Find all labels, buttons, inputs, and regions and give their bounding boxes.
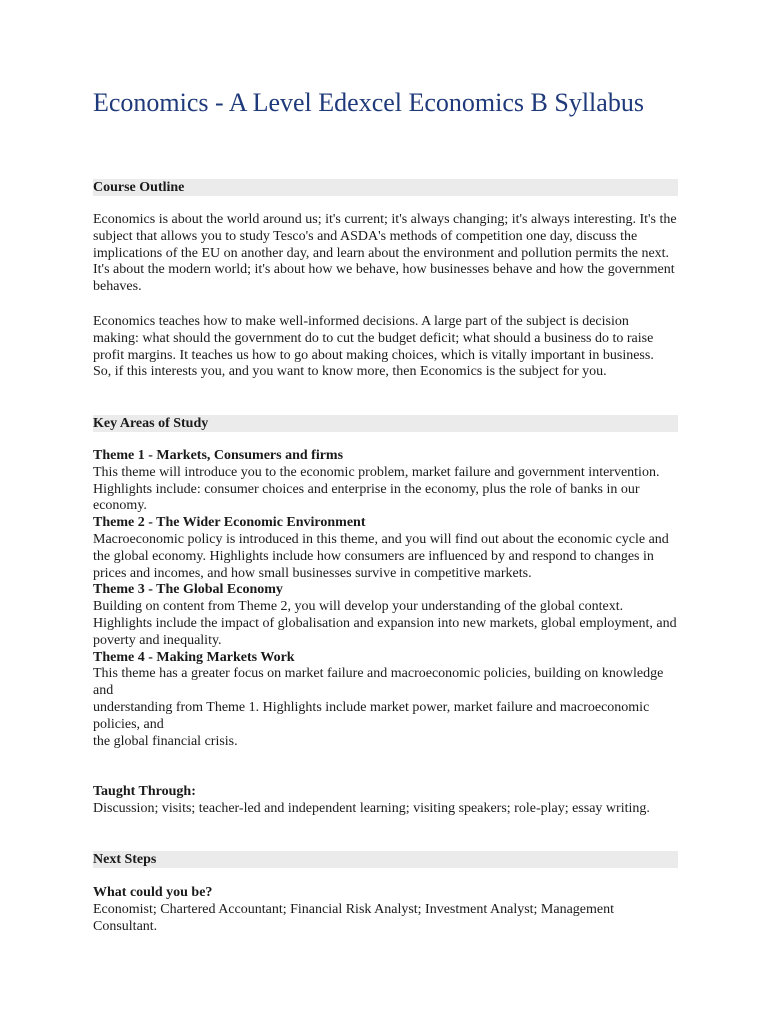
- theme-1-body: This theme will introduce you to the economic problem, market failure and government intervention. Highlights include: consumer choices and enterprise in the economy, plus the role of banks in our economy.: [93, 464, 660, 514]
- next-steps-answer: Economist; Chartered Accountant; Financial Risk Analyst; Investment Analyst; Management Consultant.: [93, 901, 615, 934]
- paragraph-text: So, if this interests you, and you want to know more, then Economics is the subject for you.: [93, 364, 607, 380]
- theme-1-title: Theme 1 - Markets, Consumers and firms: [93, 448, 344, 463]
- section-heading-key-areas: Key Areas of Study: [93, 415, 678, 432]
- theme-2-body: Macroeconomic policy is introduced in this theme, and you will find out about the economic cycle and the global economy. Highlights include how consumers are influenced by and respond to changes in prices and incomes, and how small businesses survive in competitive markets.: [93, 531, 669, 581]
- theme-4-body-line-1: This theme has a greater focus on market failure and macroeconomic policies, building on knowledge and: [93, 666, 664, 699]
- section-heading-course-outline: Course Outline: [93, 179, 678, 196]
- page-title: Economics - A Level Edexcel Economics B Syllabus: [93, 88, 644, 117]
- theme-2-title: Theme 2 - The Wider Economic Environment: [93, 515, 366, 531]
- course-outline-paragraph-2: [93, 314, 678, 381]
- taught-through-body: Discussion; visits; teacher-led and independent learning; visiting speakers; role-play; essay writing.: [93, 800, 650, 816]
- theme-4-body-line-3: the global financial crisis.: [93, 733, 238, 749]
- theme-4-title: Theme 4 - Making Markets Work: [93, 649, 295, 665]
- taught-through-heading: Taught Through:: [93, 784, 196, 799]
- next-steps-block: [93, 885, 678, 935]
- section-heading-next-steps: Next Steps: [93, 851, 678, 868]
- course-outline-paragraph-1: [93, 212, 678, 296]
- taught-through-block: [93, 784, 678, 818]
- theme-3-body: Building on content from Theme 2, you will develop your understanding of the global context. Highlights include the impact of globalisation and expansion into new markets, global employment, and poverty and inequality.: [93, 599, 677, 648]
- next-steps-question: What could you be?: [93, 885, 213, 900]
- themes-block: [93, 448, 678, 750]
- theme-4-body-line-2: understanding from Theme 1. Highlights include market power, market failure and macroeconomic policies, and: [93, 699, 650, 732]
- paragraph-text: Economics is about the world around us; it's current; it's always changing; it's always interesting. It's the subject that allows you to study Tesco's and ASDA's methods of competition one day, discuss the implications of the EU on another day, and learn about the environment and pollution permits the next. It's about the modern world; it's about how we behave, how businesses behave and how the government behaves.: [93, 212, 677, 295]
- theme-3-title: Theme 3 - The Global Economy: [93, 582, 283, 598]
- paragraph-text: Economics teaches how to make well-informed decisions. A large part of the subject is decision making: what should the government do to cut the budget deficit; what should a business do to raise profit margins. It teaches us how to go about making choices, which is vitally important in business.: [93, 314, 654, 363]
